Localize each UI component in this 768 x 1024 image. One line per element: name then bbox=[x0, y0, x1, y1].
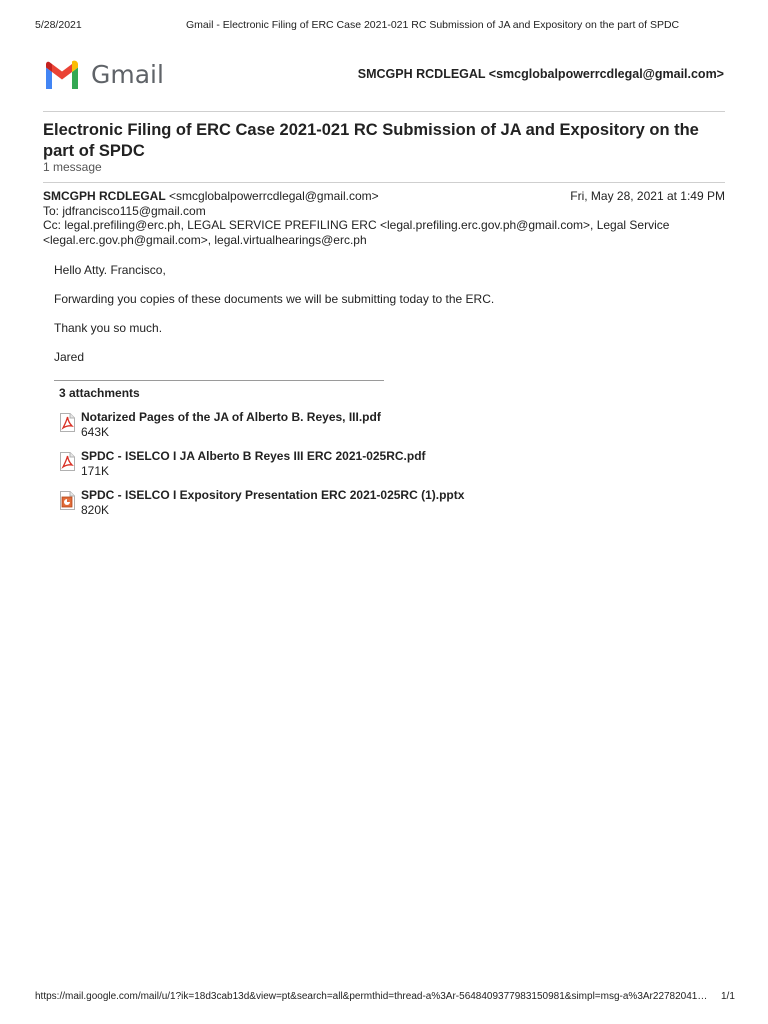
body-paragraph: Forwarding you copies of these documents we will be submitting today to the ERC. bbox=[54, 292, 495, 306]
gmail-logo[interactable] bbox=[43, 60, 165, 92]
print-date: 5/28/2021 bbox=[35, 19, 82, 31]
print-title: Gmail - Electronic Filing of ERC Case 2021-021 RC Submission of JA and Expository on the part of SPDC bbox=[186, 19, 680, 31]
subject-divider bbox=[43, 182, 725, 183]
pdf-file-icon bbox=[59, 452, 76, 471]
print-url: https://mail.google.com/mail/u/1?ik=18d3cab13d&view=pt&search=all&permthid=thread-a%3Ar-5648409377983150981&simpl=msg-a%3Ar22782041… bbox=[35, 991, 708, 1002]
body-greeting: Hello Atty. Francisco, bbox=[54, 263, 166, 277]
attachments-title: 3 attachments bbox=[59, 386, 140, 400]
attachment-size: 820K bbox=[81, 503, 110, 517]
attachment-size: 643K bbox=[81, 425, 110, 439]
sender-email: <smcglobalpowerrcdlegal@gmail.com> bbox=[169, 189, 379, 203]
to-recipients: To: jdfrancisco115@gmail.com bbox=[43, 203, 206, 218]
message-count: 1 message bbox=[43, 160, 102, 174]
body-thanks: Thank you so much. bbox=[54, 321, 163, 335]
attachment-name[interactable]: Notarized Pages of the JA of Alberto B. Reyes, III.pdf bbox=[81, 410, 381, 424]
attachment-name[interactable]: SPDC - ISELCO I Expository Presentation ERC 2021-025RC (1).pptx bbox=[81, 488, 465, 502]
gmail-m-icon bbox=[43, 60, 81, 89]
pptx-file-icon bbox=[59, 491, 76, 510]
message-date: Fri, May 28, 2021 at 1:49 PM bbox=[570, 189, 725, 203]
account-identity: SMCGPH RCDLEGAL <smcglobalpowerrcdlegal@gmail.com> bbox=[357, 67, 724, 81]
sender-name: SMCGPH RCDLEGAL bbox=[43, 189, 166, 203]
cc-recipients-line-1: Cc: legal.prefiling@erc.ph, LEGAL SERVICE PREFILING ERC <legal.prefiling.erc.gov.ph@gmail.com>, Legal Service bbox=[43, 218, 670, 232]
attachments-divider bbox=[54, 380, 384, 381]
gmail-logo-text: Gmail bbox=[91, 60, 164, 89]
header-divider bbox=[43, 111, 725, 112]
page-number: 1/1 bbox=[721, 991, 735, 1002]
print-footer bbox=[0, 988, 768, 1008]
print-header bbox=[0, 0, 768, 40]
body-signature: Jared bbox=[54, 350, 85, 364]
cc-recipients-line-2: <legal.erc.gov.ph@gmail.com>, legal.virtualhearings@erc.ph bbox=[43, 232, 367, 247]
attachment-size: 171K bbox=[81, 464, 110, 478]
message-header bbox=[43, 189, 725, 247]
pdf-file-icon bbox=[59, 413, 76, 432]
thread-subject: Electronic Filing of ERC Case 2021-021 RC Submission of JA and Expository on the part of SPDC bbox=[43, 121, 699, 160]
attachment-name[interactable]: SPDC - ISELCO I JA Alberto B Reyes III ERC 2021-025RC.pdf bbox=[81, 449, 426, 463]
